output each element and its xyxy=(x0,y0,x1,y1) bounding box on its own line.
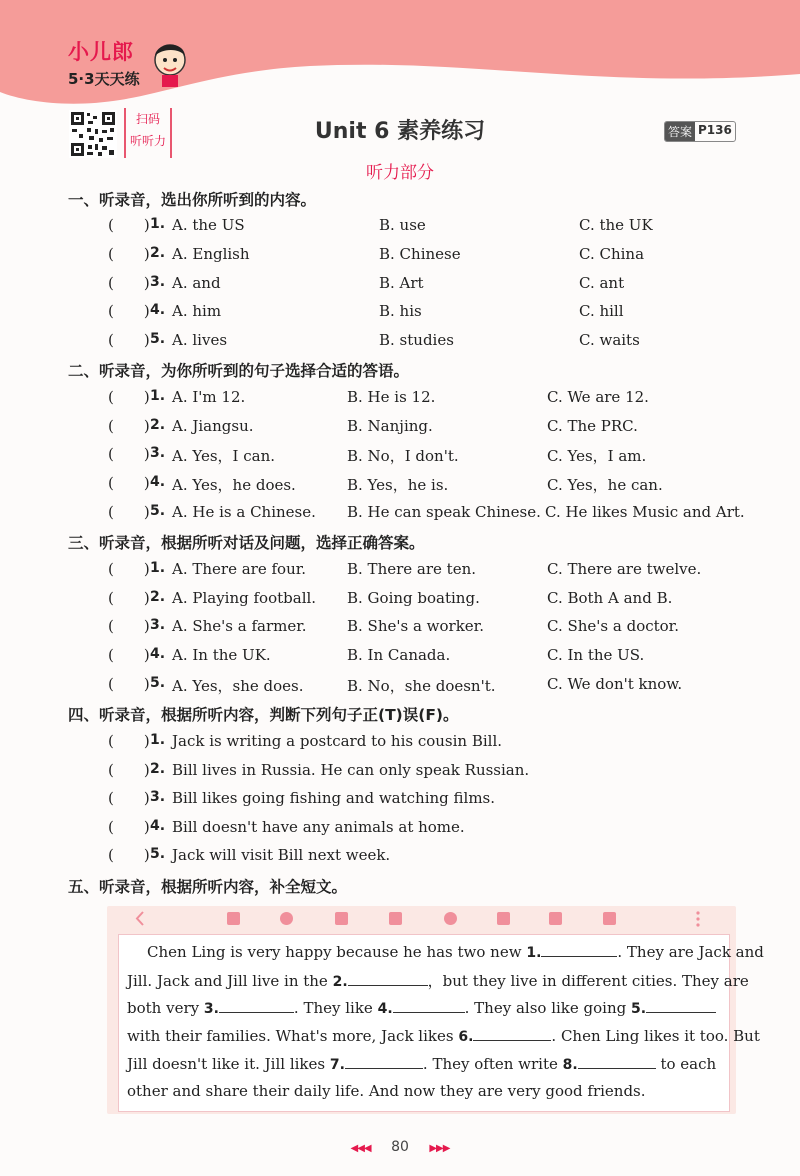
answer-blank[interactable]: ( ) xyxy=(108,646,150,664)
brand-subtitle: 5·3天天练 xyxy=(68,70,140,88)
fill-blank[interactable] xyxy=(473,1026,551,1041)
statement-text: Bill likes going fishing and watching films. xyxy=(172,789,496,807)
answer-blank[interactable]: ( ) xyxy=(108,274,150,292)
question-number: 5. xyxy=(150,675,166,691)
question-row xyxy=(0,560,800,584)
question-row xyxy=(0,503,800,527)
blank-number: 2. xyxy=(332,974,348,990)
option-b: B. Going boating. xyxy=(347,589,480,607)
question-row xyxy=(0,732,800,756)
mascot-icon xyxy=(150,38,190,88)
option-a: A. He is a Chinese. xyxy=(172,503,316,521)
answer-blank[interactable]: ( ) xyxy=(108,503,150,521)
question-row xyxy=(0,302,800,326)
page-title: Unit 6 素养练习 xyxy=(314,119,486,144)
question-row xyxy=(0,274,800,298)
option-b: B. No，I don't. xyxy=(347,447,459,465)
question-number: 3. xyxy=(150,445,166,461)
option-a: A. There are four. xyxy=(172,560,307,578)
option-a: A. the US xyxy=(172,216,245,234)
fill-blank[interactable] xyxy=(646,998,716,1013)
answer-blank[interactable]: ( ) xyxy=(108,302,150,320)
message-icon xyxy=(549,912,562,925)
option-c: C. waits xyxy=(579,331,640,349)
toolbar xyxy=(107,906,736,932)
passage-line: with their families. What's more, Jack likes 6. . Chen Ling likes it too. But xyxy=(127,1027,760,1045)
statement-text: Jack will visit Bill next week. xyxy=(172,846,391,864)
option-a: A. him xyxy=(172,302,222,320)
question-row xyxy=(0,388,800,412)
question-row xyxy=(0,846,800,870)
section-heading: 三、听录音，根据所听对话及问题，选择正确答案。 xyxy=(68,534,425,552)
statement-text: Bill doesn't have any animals at home. xyxy=(172,818,465,836)
passage-line: Chen Ling is very happy because he has two new 1. . They are Jack and xyxy=(147,943,764,961)
question-number: 1. xyxy=(150,560,166,576)
question-row xyxy=(0,245,800,269)
option-c: C. In the US. xyxy=(547,646,645,664)
blank-number: 1. xyxy=(526,945,542,961)
section-heading: 四、听录音，根据所听内容，判断下列句子正(T)误(F)。 xyxy=(68,706,459,724)
passage-line: Jill. Jack and Jill live in the 2. ，but they live in different cities. They are xyxy=(127,972,749,990)
question-row xyxy=(0,417,800,441)
option-a: A. Jiangsu. xyxy=(172,417,254,435)
option-b: B. his xyxy=(379,302,422,320)
passage-line: both very 3. . They like 4. . They also like going 5. xyxy=(127,998,716,1017)
option-c: C. ant xyxy=(579,274,625,292)
question-row xyxy=(0,331,800,355)
answer-blank[interactable]: ( ) xyxy=(108,846,150,864)
brand-logo: 小儿郎 xyxy=(68,40,134,64)
fill-blank[interactable] xyxy=(345,1054,423,1069)
page-number: 80 xyxy=(391,1139,409,1155)
fill-blank[interactable] xyxy=(348,971,428,986)
option-c: C. China xyxy=(579,245,645,263)
option-a: A. I'm 12. xyxy=(172,388,246,406)
option-c: C. Yes，I am. xyxy=(547,447,647,465)
question-number: 5. xyxy=(150,331,166,347)
option-c: C. The PRC. xyxy=(547,417,638,435)
option-b: B. No，she doesn't. xyxy=(347,677,496,695)
question-number: 3. xyxy=(150,274,166,290)
answer-blank[interactable]: ( ) xyxy=(108,761,150,779)
option-b: B. Art xyxy=(379,274,424,292)
option-a: A. English xyxy=(172,245,250,263)
right-arrows-icon: ▶▶▶ xyxy=(429,1143,450,1154)
blank-number: 5. xyxy=(631,1001,647,1017)
answer-blank[interactable]: ( ) xyxy=(108,245,150,263)
fill-blank[interactable] xyxy=(219,998,294,1013)
answer-blank[interactable]: ( ) xyxy=(108,818,150,836)
monitor-icon xyxy=(603,912,616,925)
option-b: B. Nanjing. xyxy=(347,417,433,435)
option-c: C. She's a doctor. xyxy=(547,617,679,635)
trash-icon xyxy=(335,912,348,925)
question-row xyxy=(0,216,800,240)
scan-line1: 扫码 xyxy=(135,112,160,126)
chat-icon xyxy=(444,912,457,925)
more-icon xyxy=(695,910,701,928)
answer-blank[interactable]: ( ) xyxy=(108,445,150,463)
answer-blank[interactable]: ( ) xyxy=(108,789,150,807)
cloze-passage xyxy=(118,934,764,1112)
question-number: 4. xyxy=(150,474,166,490)
back-icon xyxy=(135,911,145,926)
question-number: 2. xyxy=(150,245,166,261)
page-footer xyxy=(0,1139,800,1155)
option-b: B. Chinese xyxy=(379,245,461,263)
blank-number: 8. xyxy=(562,1057,578,1073)
blank-number: 4. xyxy=(377,1001,393,1017)
answer-blank[interactable]: ( ) xyxy=(108,675,150,693)
fill-blank[interactable] xyxy=(393,998,465,1013)
circle-icon xyxy=(280,912,293,925)
question-number: 2. xyxy=(150,417,166,433)
blank-number: 6. xyxy=(458,1029,474,1045)
answer-page: P136 xyxy=(698,123,732,137)
option-a: A. Yes，he does. xyxy=(172,476,296,494)
option-c: C. Yes，he can. xyxy=(547,476,663,494)
option-c: C. There are twelve. xyxy=(547,560,702,578)
question-number: 5. xyxy=(150,846,166,862)
question-row xyxy=(0,617,800,641)
listening-section-title: 听力部分 xyxy=(366,163,434,183)
question-row xyxy=(0,646,800,670)
answer-blank[interactable]: ( ) xyxy=(108,388,150,406)
option-b: B. She's a worker. xyxy=(347,617,484,635)
option-b: B. There are ten. xyxy=(347,560,477,578)
option-c: C. the UK xyxy=(579,216,653,234)
document-icon xyxy=(227,912,240,925)
option-c: C. Both A and B. xyxy=(547,589,673,607)
question-row xyxy=(0,474,800,498)
answer-blank[interactable]: ( ) xyxy=(108,474,150,492)
fill-blank[interactable] xyxy=(578,1054,656,1069)
answer-blank[interactable]: ( ) xyxy=(108,560,150,578)
image-icon xyxy=(389,912,402,925)
question-number: 2. xyxy=(150,761,166,777)
answer-blank[interactable]: ( ) xyxy=(108,331,150,349)
option-b: B. In Canada. xyxy=(347,646,451,664)
passage-line: other and share their daily life. And now they are very good friends. xyxy=(127,1082,646,1100)
answer-blank[interactable]: ( ) xyxy=(108,617,150,635)
passage-panel xyxy=(107,906,764,1114)
question-row xyxy=(0,589,800,613)
question-row xyxy=(0,445,800,469)
question-number: 3. xyxy=(150,617,166,633)
question-row xyxy=(0,818,800,842)
option-a: A. lives xyxy=(172,331,228,349)
left-arrows-icon: ◀◀◀ xyxy=(350,1143,371,1154)
option-a: A. Playing football. xyxy=(172,589,317,607)
answer-blank[interactable]: ( ) xyxy=(108,216,150,234)
section-heading: 五、听录音，根据所听内容，补全短文。 xyxy=(68,878,348,896)
statement-text: Jack is writing a postcard to his cousin Bill. xyxy=(172,732,503,750)
option-c: C. We are 12. xyxy=(547,388,649,406)
answer-blank[interactable]: ( ) xyxy=(108,589,150,607)
answer-reference xyxy=(664,121,736,142)
option-b: B. Yes，he is. xyxy=(347,476,449,494)
scan-line2: 听听力 xyxy=(129,134,166,148)
blank-number: 7. xyxy=(329,1057,345,1073)
question-number: 4. xyxy=(150,302,166,318)
answer-label: 答案 xyxy=(665,122,695,141)
statement-text: Bill lives in Russia. He can only speak Russian. xyxy=(172,761,530,779)
question-number: 4. xyxy=(150,818,166,834)
option-c: C. We don't know. xyxy=(547,675,683,693)
passage-line: Jill doesn't like it. Jill likes 7. . They often write 8. to each xyxy=(127,1055,717,1073)
question-number: 5. xyxy=(150,503,166,519)
option-b: B. studies xyxy=(379,331,454,349)
option-a: A. Yes，she does. xyxy=(172,677,304,695)
answer-blank[interactable]: ( ) xyxy=(108,417,150,435)
question-number: 4. xyxy=(150,646,166,662)
option-c: C. He likes Music and Art. xyxy=(545,503,745,521)
question-number: 1. xyxy=(150,216,166,232)
blank-number: 3. xyxy=(203,1001,219,1017)
question-number: 1. xyxy=(150,732,166,748)
question-number: 2. xyxy=(150,589,166,605)
option-a: A. In the UK. xyxy=(172,646,271,664)
option-b: B. He is 12. xyxy=(347,388,436,406)
option-b: B. use xyxy=(379,216,426,234)
question-row xyxy=(0,761,800,785)
question-row xyxy=(0,675,800,699)
option-b: B. He can speak Chinese. xyxy=(347,503,541,521)
option-a: A. and xyxy=(172,274,221,292)
question-number: 1. xyxy=(150,388,166,404)
section-heading: 一、听录音，选出你所听到的内容。 xyxy=(68,191,317,209)
section-heading: 二、听录音，为你所听到的句子选择合适的答语。 xyxy=(68,362,410,380)
lock-icon xyxy=(497,912,510,925)
option-a: A. Yes，I can. xyxy=(172,447,276,465)
fill-blank[interactable] xyxy=(541,942,617,957)
answer-blank[interactable]: ( ) xyxy=(108,732,150,750)
option-c: C. hill xyxy=(579,302,624,320)
question-row xyxy=(0,789,800,813)
question-number: 3. xyxy=(150,789,166,805)
option-a: A. She's a farmer. xyxy=(172,617,307,635)
